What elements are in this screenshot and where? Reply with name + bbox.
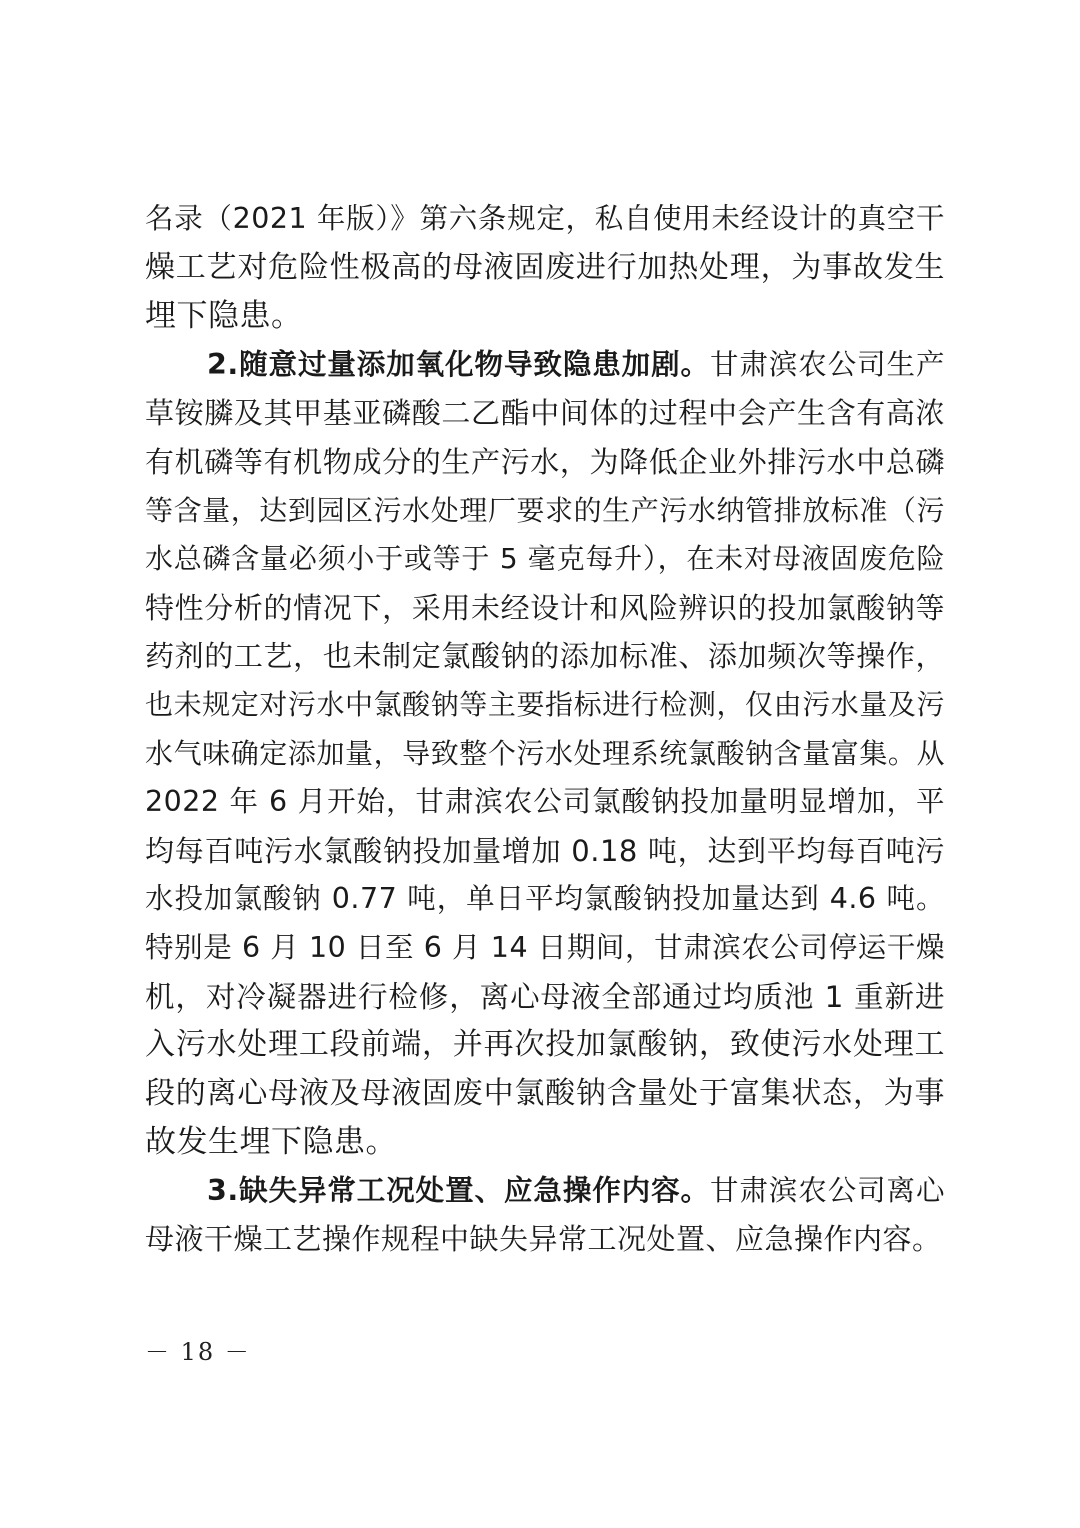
- text-line: 均每百吨污水氯酸钠投加量增加 0.18 吨，达到平均每百吨污: [145, 833, 945, 868]
- heading-continuation: 甘肃滨农公司离心: [709, 1173, 945, 1207]
- paragraph-2: [145, 341, 945, 1167]
- text-line: 有机磷等有机物成分的生产污水，为降低企业外排污水中总磷: [145, 444, 945, 479]
- text-line: 母液干燥工艺操作规程中缺失异常工况处置、应急操作内容。: [145, 1222, 942, 1257]
- text-line: 2022 年 6 月开始，甘肃滨农公司氯酸钠投加量明显增加，平: [145, 785, 945, 819]
- text-line: 埋下隐患。: [145, 298, 303, 335]
- text-line: 等含量，达到园区污水处理厂要求的生产污水纳管排放标准（污: [145, 493, 945, 527]
- page-number: － 18 －: [145, 1338, 251, 1366]
- text-line: 水总磷含量必须小于或等于 5 毫克每升），在未对母液固废危险: [145, 542, 945, 576]
- text-line: 水气味确定添加量，导致整个污水处理系统氯酸钠含量富集。从: [145, 736, 945, 770]
- heading-continuation: 甘肃滨农公司生产: [709, 347, 945, 381]
- text-line: 草铵膦及其甲基亚磷酸二乙酯中间体的过程中会产生含有高浓: [145, 396, 945, 431]
- paragraph-1: [145, 195, 945, 341]
- text-line: 水投加氯酸钠 0.77 吨，单日平均氯酸钠投加量达到 4.6 吨。: [145, 882, 945, 916]
- text-line: 名录（2021 年版）》第六条规定，私自使用未经设计的真空干: [145, 202, 945, 235]
- paragraph-3: [145, 1167, 945, 1264]
- text-line: 入污水处理工段前端，并再次投加氯酸钠，致使污水处理工: [145, 1027, 945, 1063]
- text-line: 也未规定对污水中氯酸钠等主要指标进行检测，仅由污水量及污: [145, 687, 945, 721]
- text-line: [145, 1167, 945, 1216]
- text-line: [145, 341, 945, 390]
- text-line: 特别是 6 月 10 日至 6 月 14 日期间，甘肃滨农公司停运干燥: [145, 930, 945, 964]
- text-line: 药剂的工艺，也未制定氯酸钠的添加标准、添加频次等操作，: [145, 639, 945, 674]
- body-text: [145, 195, 945, 1264]
- text-line: 故发生埋下隐患。: [145, 1124, 397, 1161]
- text-line: 段的离心母液及母液固废中氯酸钠含量处于富集状态，为事: [145, 1075, 945, 1111]
- section-heading: 2.随意过量添加氧化物导致隐患加剧。: [207, 347, 710, 381]
- section-heading: 3.缺失异常工况处置、应急操作内容。: [207, 1173, 710, 1207]
- text-line: 机，对冷凝器进行检修，离心母液全部通过均质池 1 重新进: [145, 979, 945, 1014]
- text-line: 特性分析的情况下，采用未经设计和风险辨识的投加氯酸钠等: [145, 590, 945, 625]
- text-line: 燥工艺对危险性极高的母液固废进行加热处理，为事故发生: [145, 249, 945, 285]
